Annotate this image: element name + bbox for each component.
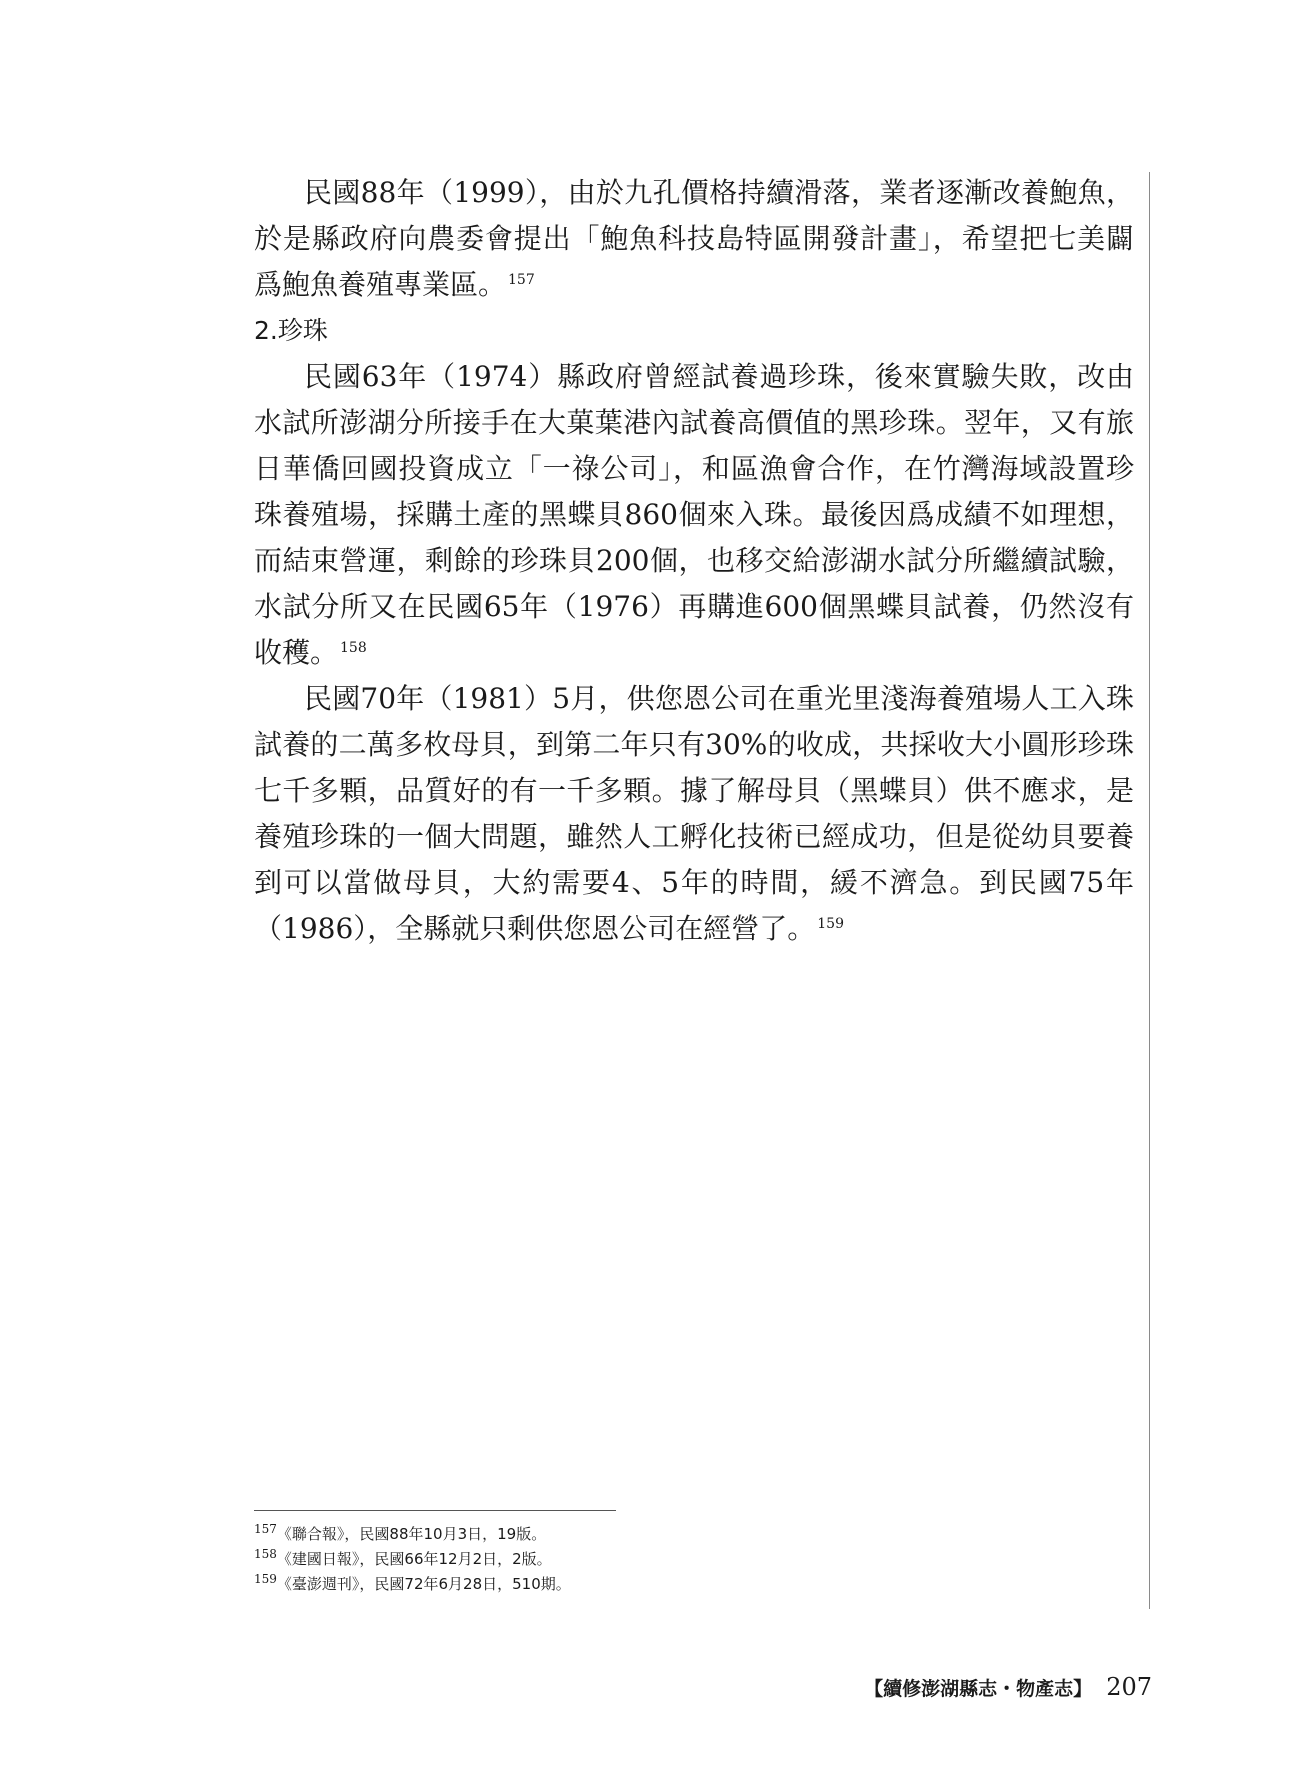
main-text bbox=[254, 170, 1134, 952]
footnote-159 bbox=[254, 1572, 954, 1597]
paragraph-pearl-1981 bbox=[254, 676, 1134, 952]
book-title: 【續修澎湖縣志・物產志】 bbox=[864, 1678, 1093, 1700]
footnote-text: 《聯合報》，民國88年10月3日，19版。 bbox=[276, 1525, 547, 1543]
margin-rule bbox=[1149, 172, 1150, 1609]
footnote-158 bbox=[254, 1547, 954, 1572]
footnote-number: 158 bbox=[254, 1547, 277, 1561]
footnote-text: 《建國日報》，民國66年12月2日，2版。 bbox=[276, 1550, 552, 1568]
page-number: 207 bbox=[1106, 1673, 1152, 1701]
footnote-ref-158[interactable]: 158 bbox=[340, 639, 367, 656]
footnote-separator bbox=[254, 1510, 616, 1511]
footnote-text: 《臺澎週刊》，民國72年6月28日，510期。 bbox=[276, 1575, 571, 1593]
footnote-ref-159[interactable]: 159 bbox=[817, 915, 844, 932]
paragraph-text: 民國63年（1974）縣政府曾經試養過珍珠，後來實驗失敗，改由水試所澎湖分所接手在大菓葉港內試養高價值的黑珍珠。翌年，又有旅日華僑回國投資成立「一祿公司」，和區漁會合作，在竹灣海域設置珍珠養殖場，採購土產的黑蝶貝860個來入珠。最後因爲成績不如理想，而結束營運，剩餘的珍珠貝200個，也移交給澎湖水試分所繼續試驗，水試分所又在民國65年（1976）再購進600個黑蝶貝試養，仍然沒有收穫。 bbox=[254, 360, 1134, 669]
paragraph-text: 民國88年（1999），由於九孔價格持續滑落，業者逐漸改養鮑魚，於是縣政府向農委會提出「鮑魚科技島特區開發計畫」，希望把七美闢爲鮑魚養殖專業區。 bbox=[254, 176, 1134, 301]
footnotes bbox=[254, 1522, 954, 1597]
paragraph-pearl-history bbox=[254, 354, 1134, 676]
paragraph-abalone bbox=[254, 170, 1134, 308]
footnote-157 bbox=[254, 1522, 954, 1547]
paragraph-text: 民國70年（1981）5月，供您恩公司在重光里淺海養殖場人工入珠試養的二萬多枚母貝，到第二年只有30%的收成，共採收大小圓形珍珠七千多顆，品質好的有一千多顆。據了解母貝（黑蝶貝）供不應求，是養殖珍珠的一個大問題，雖然人工孵化技術已經成功，但是從幼貝要養到可以當做母貝，大約需要4、5年的時間，緩不濟急。到民國75年（1986），全縣就只剩供您恩公司在經營了。 bbox=[254, 682, 1134, 945]
section-heading-pearl: 2.珍珠 bbox=[254, 316, 328, 345]
running-footer bbox=[864, 1673, 1152, 1701]
footnote-ref-157[interactable]: 157 bbox=[508, 271, 535, 288]
footnote-number: 159 bbox=[254, 1572, 277, 1586]
footnote-number: 157 bbox=[254, 1522, 277, 1536]
